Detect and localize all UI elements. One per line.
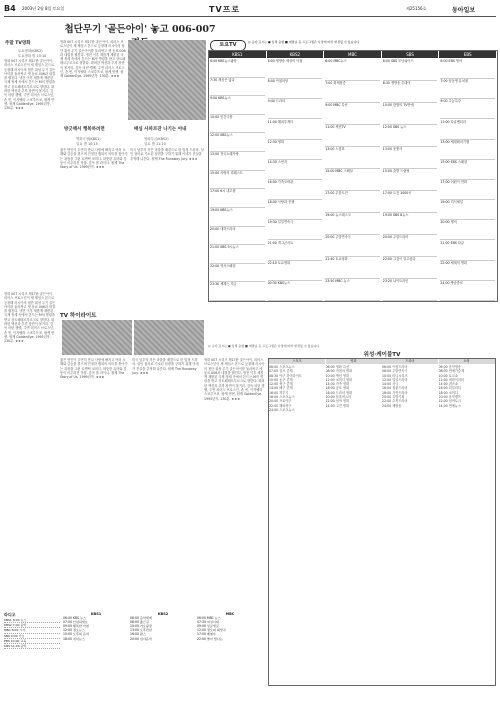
left-lower-body: 영화 007 시리즈 제17탄 골든아이. 피어스 브로스넌이 새 제임스 본드로 등장해 러시아의 첨단 위성 무기 골든아이를 둘러싸고 옛 동료 006과 대결을 펼친다. 냉전 이후 새롭게 재편된 국제 정세 속에서 본드는 M의 명령을 받고 상트페테르부르크로 향한다. 화려한 액션과 추격 장면이 볼거리. 감독 마틴 캠벨, 주연 피어스 브로스넌, 숀 빈, 이자벨라 스코루프코, 팜케 얀센. 원제 GoldenEye. 1995년작. 130분. ★★★ xyxy=(4,292,56,344)
satellite-program: 10:00 액션 영화 xyxy=(325,373,350,378)
program-cell: 15:00 EBS 스페셜 xyxy=(440,160,495,180)
radio-program: 13:00 오후만남 xyxy=(130,628,152,633)
feature-body: 영화 007 시리즈 제17탄 골든아이. 피어스 브로스넌이 새 제임스 본드로 등장해 러시아의 첨단 위성 무기 골든아이를 둘러싸고 옛 동료 006과 대결을 펼친다. 냉전 이후 새롭게 재편된 국제 정세 속에서 본드는 M의 명령을 받고 상트페테르부르크로 향한다. 화려한 액션과 추격 장면이 볼거리. 감독 마틴 캠벨, 주연 피어스 브로스넌, 숀 빈, 이자벨라 스코루프코, 팜케 얀센. 원제 GoldenEye. 1995년작. 130분. ★★★ xyxy=(60,40,126,79)
program-cell: 20:00 대하드라마 xyxy=(210,227,265,246)
box2-sub: 영화특급(KBS2) xyxy=(144,137,169,141)
channel-header: MBC xyxy=(324,51,381,58)
program-cell: 21:00 KBS 9시뉴스 xyxy=(210,245,265,264)
satellite-program: 10:00 농구 중계 xyxy=(269,377,293,382)
radio-program: 10:00 가요광장 xyxy=(130,624,152,629)
radio-column-header: MBC xyxy=(225,612,235,616)
program-cell: 12:00 KBS뉴스 xyxy=(210,133,265,152)
satellite-column-header: 오락 xyxy=(439,359,495,364)
column-body: 영화 007 시리즈 제17탄 골든아이. 피어스 브로스넌이 새 제임스 본드로 등장해 러시아의 첨단 위성 무기 골든아이를 둘러싸고 옛 동료 006과 대결을 펼친다. 냉전 이후 새롭게 재편된 국제 정세 속에서 본드는 M의 명령을 받고 상트페테르부르크로 향한다. 화려한 액션과 추격 장면이 볼거리. 감독 마틴 캠벨, 주연 피어스 브로스넌, 숀 빈, 이자벨라 스코루프코, 팜케 얀센. 원제 GoldenEye. 1995년작. 130분. ★★★ xyxy=(4,59,56,111)
radio-column xyxy=(130,612,196,641)
program-cell: 7:00 화제집중 xyxy=(325,81,380,103)
satellite-program: 07:00 골프 중계 xyxy=(269,369,293,374)
highlight-photo-2 xyxy=(134,320,204,355)
feature-photo xyxy=(128,40,206,120)
satellite-program: 20:00 블록버스터 xyxy=(325,395,352,400)
satellite-column xyxy=(326,365,381,683)
satellite-column xyxy=(269,365,324,683)
satellite-program: 12:00 일일드라마 xyxy=(382,377,408,382)
satellite-program: 22:00 심야 영화 xyxy=(325,399,350,404)
box2-body: 미국 남부의 작은 마을을 배경으로 한 법정 드라마. 살인 혐의로 기소된 남편을 구하기 위해 아내가 진실을 추적해 나간다. 원제 The Runaway Jury. ★★★ xyxy=(130,148,204,161)
channel-header: EBS xyxy=(439,51,496,58)
radio-program: 06:00 KBS 뉴스 xyxy=(63,616,86,621)
radio-program: 09:00 행복한 아침 xyxy=(63,624,89,629)
tv-schedule-bar xyxy=(208,40,496,49)
radio-section xyxy=(4,612,60,704)
satellite-program: 22:00 해외축구 xyxy=(269,403,292,408)
tv-legend: ◎ 숫자 표시는 ● 입체 음향 ■ 재방송 등 프로그램은 사정에 따라 변경될 수 있습니다 xyxy=(248,40,360,44)
program-cell: 13:00 느낌표 xyxy=(325,147,380,169)
tv-highlight-title: TV 하이라이트 xyxy=(60,313,97,319)
satellite-program: 08:00 연예가중계 xyxy=(438,369,465,374)
channel-header: SBS xyxy=(382,51,439,58)
program-cell: 11:00 섹션TV xyxy=(325,125,380,147)
satellite-program: 22:00 심야토크 xyxy=(438,399,462,404)
radio-program: 16:00 팝스 xyxy=(130,632,146,637)
satellite-column xyxy=(439,365,494,683)
program-cell: 20:00 명의 xyxy=(440,220,495,240)
program-cell: 10:00 한밤의 TV연예 xyxy=(383,103,438,125)
program-cell: 11:00 다큐멘터리 xyxy=(440,120,495,140)
program-cell: 21:00 EBS 다큐 xyxy=(440,241,495,261)
box1-body: 젊은 연인이 우연히 만나 사랑에 빠지고 여러 오해와 갈등을 겪으며 진정한 행복의 의미를 찾아가는 과정을 그린 로맨틱 코미디. 따뜻한 유머와 감동이 어우러진 작품. 감독 롭 라이너. 원제 The Story of Us. 1999년작. ★★★ xyxy=(60,148,128,170)
program-cell: 17:00 6시 내고향 xyxy=(210,189,265,208)
program-cell: 12:00 SBS 뉴스 xyxy=(383,125,438,147)
satellite-program: 12:00 축구 중계 xyxy=(269,382,293,387)
program-cell: 15:00 출발 드림팀 xyxy=(383,169,438,191)
radio-program: 06:00 음악세계 xyxy=(130,616,152,621)
channel-header: KBS2 xyxy=(267,51,324,58)
highlight-body-2: 미국 남부의 작은 마을을 배경으로 한 법정 드라마. 살인 혐의로 기소된 남편을 구하기 위해 아내가 진실을 추적해 나간다. 원제 The Runaway Jury. ★★★ xyxy=(132,358,199,375)
satellite-program: 14:00 퀴즈쇼 xyxy=(438,382,458,387)
program-cell: 9:40 드라마 xyxy=(268,99,323,119)
radio-program: 18:00 저녁뉴스 xyxy=(63,636,85,641)
program-cell: 6:00 MBC뉴스 xyxy=(325,59,380,81)
satellite-program: 22:00 수목드라마 xyxy=(382,399,408,404)
program-cell: 19:00 지식채널 xyxy=(440,200,495,220)
box1-sub: 명화극장(KBS1) xyxy=(76,137,101,141)
radio-column-header: KBS2 xyxy=(157,612,169,616)
highlight-photo-1 xyxy=(62,320,132,355)
program-cell: 8:00 아침마당 xyxy=(268,79,323,99)
program-cell: 22:00 세계의 명화 xyxy=(440,261,495,281)
radio-row: KBS2 7:00 음악 xyxy=(4,623,60,628)
satellite-program: 08:30 야구 하이라이트 xyxy=(269,373,302,378)
satellite-program: 20:00 특별기획 xyxy=(382,395,405,400)
program-cell: 15:00 MBC 스페셜 xyxy=(325,169,380,191)
program-cell: 23:30 세계는 지금 xyxy=(210,282,265,301)
satellite-program: 24:00 재방송 xyxy=(382,403,402,408)
program-cell: 6:00 생방송 세상의 아침 xyxy=(268,59,323,79)
satellite-program: 18:00 스포츠뉴스 xyxy=(269,395,295,400)
highlight-body-3: 영화 007 시리즈 제17탄 골든아이. 피어스 브로스넌이 새 제임스 본드로 등장해 러시아의 첨단 위성 무기 골든아이를 둘러싸고 옛 동료 006과 대결을 펼친다. 냉전 이후 새롭게 재편된 국제 정세 속에서 본드는 M의 명령을 받고 상트페테르부르크로 향한다. 화려한 액션과 추격 장면이 볼거리. 감독 마틴 캠벨, 주연 피어스 브로스넌, 숀 빈, 이자벨라 스코루프코, 팜케 얀센. 원제 GoldenEye. 1995년작. 130분. ★★★ xyxy=(204,358,265,401)
column-title: 주말 TV영화 xyxy=(5,41,31,46)
box1-title: 방긋해서 행복하려면 xyxy=(64,127,105,132)
program-cell: 16:00 가족오락관 xyxy=(268,180,323,200)
satellite-program: 08:00 아침의 명화 xyxy=(325,369,353,374)
newspaper-name: 동아일보 xyxy=(452,7,476,14)
channel-header: KBS1 xyxy=(209,51,266,58)
program-cell: 17:00 어린이 만화 xyxy=(440,180,495,200)
satellite-program: 06:00 영화 특선 xyxy=(325,365,350,369)
radio-program: 12:00 정오의 희망곡 xyxy=(197,628,226,633)
satellite-program: 16:00 리얼리티 xyxy=(438,386,462,391)
satellite-program: 16:00 격투기 xyxy=(269,390,289,395)
radio-row: MBC 8:00 시사 xyxy=(4,628,60,633)
program-cell: 9:00 MBC 특선 xyxy=(325,103,380,125)
satellite-program: 20:00 음악캠프 xyxy=(438,395,462,400)
program-cell: 6:00 SBS 모닝와이드 xyxy=(383,59,438,81)
program-cell: 21:00 개그콘서트 xyxy=(268,241,323,261)
radio-program: 15:00 오후의 음악 xyxy=(63,632,89,637)
program-cell: 11:00 해피투게더 xyxy=(268,120,323,140)
satellite-column-header: 스포츠 xyxy=(269,359,325,364)
radio-program: 20:00 심야음악 xyxy=(130,636,152,641)
radio-column xyxy=(197,612,263,641)
satellite-program: 14:00 사극 xyxy=(382,382,399,387)
satellite-column-header: 영화 xyxy=(326,359,382,364)
program-cell: 19:00 SBS 8뉴스 xyxy=(383,213,438,235)
satellite-program: 06:00 스포츠뉴스 xyxy=(269,365,295,369)
satellite-program: 12:00 코미디 영화 xyxy=(325,377,353,382)
issue-number: 제25156호 xyxy=(406,6,427,11)
program-cell: 6:00 KBS뉴스광장 xyxy=(210,59,265,78)
radio-row: CBS 11:00 음악 xyxy=(4,644,60,649)
satellite-column xyxy=(382,365,437,683)
radio-program: 07:30 여성시대 xyxy=(197,620,219,625)
satellite-program: 06:00 음악방송 xyxy=(438,365,462,369)
satellite-program: 24:00 고전 명화 xyxy=(325,403,350,408)
program-cell: 24:00 방송종료 xyxy=(440,281,495,301)
program-cell: 9:00 KBS뉴스 xyxy=(210,96,265,115)
program-cell: 19:00 KBS뉴스 xyxy=(210,208,265,227)
radio-program: 07:00 안녕하세요 xyxy=(63,620,88,625)
satellite-program: 24:00 연예뉴스 xyxy=(438,403,462,408)
highlight-body-1: 젊은 연인이 우연히 만나 사랑에 빠지고 여러 오해와 갈등을 겪으며 진정한 행복의 의미를 찾아가는 과정을 그린 로맨틱 코미디. 따뜻한 유머와 감동이 어우러진 작품. 감독 롭 라이너. 원제 The Story of Us. 1999년작. ★★★ xyxy=(60,358,128,380)
radio-program: 22:00 별이 빛나는 xyxy=(197,636,223,641)
radio-title: 라디오 xyxy=(4,612,16,617)
box2-title: 배심 사파르잔 나기는 아내 xyxy=(134,127,187,132)
satellite-program: 12:00 버라이어티 xyxy=(438,377,465,382)
tv-grid xyxy=(208,50,498,302)
satellite-program: 24:00 스포츠뉴스 xyxy=(269,407,295,412)
program-cell: 15:00 사랑의 리퀘스트 xyxy=(210,171,265,190)
program-cell: 7:30 세상은 넓다 xyxy=(210,78,265,97)
program-cell: 00:30 KBS뉴스 xyxy=(268,281,323,301)
page-header xyxy=(4,4,496,17)
tv-grid-footnote: ◎ 숫자 표시는 ● 입체 음향 ■ 재방송 등 프로그램은 사정에 따라 변경될 수 있습니다 xyxy=(208,344,320,348)
column-sub2: 토요명화 밤 10:10 xyxy=(18,54,47,58)
satellite-column-header: 드라마 xyxy=(382,359,438,364)
program-cell: 20:00 주말드라마 xyxy=(383,235,438,257)
program-cell: 8:30 생방송 투데이 xyxy=(383,81,438,103)
program-cell: 9:00 수능특강 xyxy=(440,99,495,119)
program-cell: 7:00 딩동댕 유치원 xyxy=(440,79,495,99)
radio-row: SBS 9:00 가요 xyxy=(4,634,60,639)
satellite-program: 18:00 가족드라마 xyxy=(382,390,408,395)
tv-logo: 토요TV xyxy=(210,40,246,51)
program-cell: 18:00 사랑과 전쟁 xyxy=(268,200,323,220)
radio-program: 12:00 정오뉴스 xyxy=(63,628,85,633)
program-cell: 22:00 역사스페셜 xyxy=(210,264,265,283)
radio-row: KBS1 6:00 뉴스 xyxy=(4,618,60,623)
radio-program: 06:00 MBC 뉴스 xyxy=(197,616,221,621)
program-cell: 13:00 세계테마기행 xyxy=(440,140,495,160)
section-title: TV프로 xyxy=(209,5,241,14)
program-cell: 17:00 무한도전 xyxy=(325,191,380,213)
satellite-program: 16:00 공포 영화 xyxy=(325,386,350,391)
program-cell: 12:30 영화 xyxy=(268,140,323,160)
program-cell: 19:00 뉴스데스크 xyxy=(325,213,380,235)
program-cell: 22:10 토요명화 xyxy=(268,261,323,281)
satellite-program: 06:00 아침드라마 xyxy=(382,365,408,369)
program-cell: 10:00 인간극장 xyxy=(210,115,265,134)
radio-column-header: KBS1 xyxy=(90,612,102,616)
radio-column xyxy=(63,612,129,641)
satellite-program: 10:00 미니시리즈 xyxy=(382,373,408,378)
program-cell: 13:00 전국노래자랑 xyxy=(210,152,265,171)
program-cell: 23:20 나이트라인 xyxy=(383,279,438,301)
column-sub: 토요명화(KBS2) xyxy=(18,49,43,53)
program-cell: 19:30 일일연속극 xyxy=(268,220,323,240)
satellite-program: 16:00 청춘드라마 xyxy=(382,386,408,391)
box1-sub2: 일요 밤 10:15 xyxy=(76,142,98,146)
page-number: B4 xyxy=(4,4,16,13)
program-cell: 20:00 주말연속극 xyxy=(325,235,380,257)
satellite-program: 08:00 주말연속극 xyxy=(382,369,408,374)
satellite-program: 18:00 드라마 영화 xyxy=(325,390,353,395)
satellite-program: 20:00 프로야구 xyxy=(269,399,292,404)
satellite-program: 10:00 토크쇼 xyxy=(438,373,458,378)
radio-program: 17:00 배철수 xyxy=(197,632,216,637)
radio-row: EBS 10:00 교육 xyxy=(4,639,60,644)
issue-date: 2003년 2월 8일 토요일 xyxy=(22,6,65,11)
satellite-tv-section xyxy=(268,352,496,686)
program-cell: 21:40 토요영화 xyxy=(325,257,380,279)
program-cell: 22:00 그것이 알고싶다 xyxy=(383,257,438,279)
program-cell: 14:30 스펀지 xyxy=(268,160,323,180)
program-cell: 17:00 도전 1000곡 xyxy=(383,191,438,213)
satellite-program: 14:00 가족 영화 xyxy=(325,382,350,387)
box2-sub2: 일요 밤 11:10 xyxy=(144,142,166,146)
radio-program: 08:00 출근길 xyxy=(130,620,149,625)
program-cell: 6:00 EBS 영어 xyxy=(440,59,495,79)
satellite-program: 14:00 배구 중계 xyxy=(269,386,293,391)
program-cell: 23:50 MBC 뉴스 xyxy=(325,279,380,301)
satellite-title: 위성·케이블TV xyxy=(363,352,401,358)
radio-table xyxy=(63,612,263,704)
radio-program: 09:00 싱글벙글 xyxy=(197,624,219,629)
satellite-program: 18:00 코미디 xyxy=(438,390,458,395)
headline: 첩단무기 '골든아이' 놓고 006-007 xyxy=(64,24,216,35)
program-cell: 13:00 웃찾사 xyxy=(383,147,438,169)
